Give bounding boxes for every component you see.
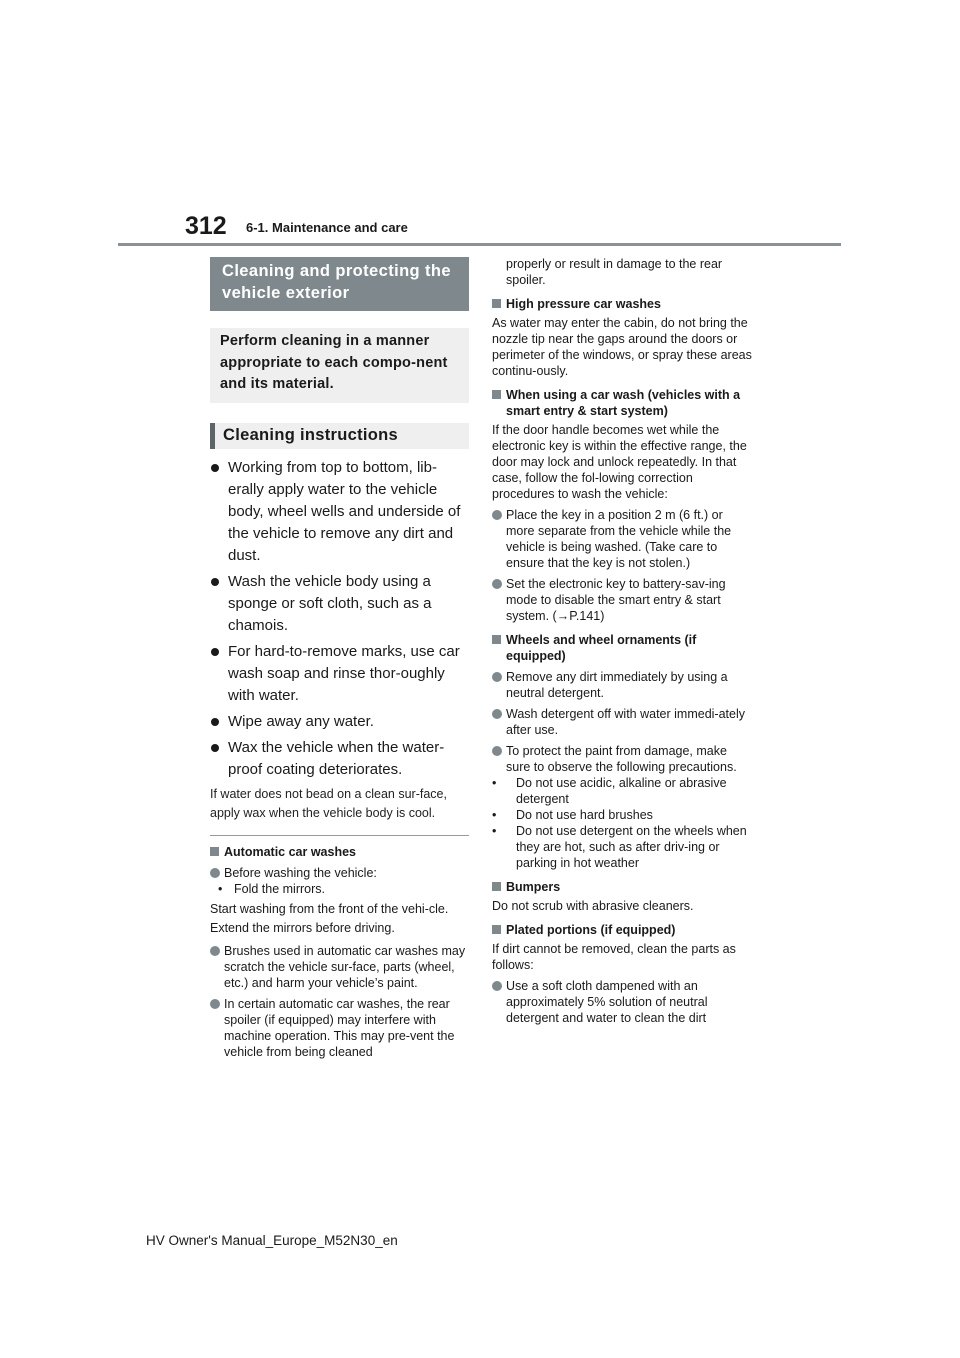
header-rule bbox=[118, 243, 841, 246]
sub-list-item: • Do not use acidic, alkaline or abrasive detergent bbox=[492, 776, 727, 806]
list-item: Use a soft cloth dampened with an approximately 5% solution of neutral detergent and water to clean the dirt bbox=[492, 978, 754, 1026]
plated-para: If dirt cannot be removed, clean the parts as follows: bbox=[492, 942, 736, 972]
square-bullet-icon bbox=[492, 925, 501, 934]
right-column bbox=[492, 256, 754, 1026]
list-item: Wipe away any water. bbox=[210, 711, 469, 733]
square-bullet-icon bbox=[492, 882, 501, 891]
automatic-car-washes-heading: Automatic car washes bbox=[210, 844, 469, 860]
list-item: Working from top to bottom, lib-erally apply water to the vehicle body, wheel wells and underside of the vehicle to remove any dirt and dust. bbox=[210, 457, 469, 567]
bullet-dot-icon bbox=[211, 744, 219, 752]
wheels-heading: Wheels and wheel ornaments (if equipped) bbox=[492, 632, 754, 664]
circle-bullet-icon bbox=[210, 946, 220, 956]
list-item: Wash detergent off with water immedi-ately after use. bbox=[492, 706, 754, 738]
bumpers-heading: Bumpers bbox=[492, 879, 754, 895]
smart-entry-para: If the door handle becomes wet while the electronic key is within the effective range, the door may lock and unlock repeatedly. In that case, follow the fol-lowing correction procedures to wash the vehicle: bbox=[492, 423, 747, 501]
high-pressure-heading: High pressure car washes bbox=[492, 296, 754, 312]
circle-bullet-icon bbox=[210, 999, 220, 1009]
smart-entry-heading: When using a car wash (vehicles with a smart entry & start system) bbox=[492, 387, 754, 419]
bullet-dot-icon bbox=[211, 464, 219, 472]
continued-text: properly or result in damage to the rear spoiler. bbox=[506, 257, 723, 287]
list-item: Before washing the vehicle: bbox=[210, 865, 469, 881]
circle-bullet-icon bbox=[492, 746, 502, 756]
bullet-dot-icon bbox=[211, 648, 219, 656]
intro-box: Perform cleaning in a manner appropriate to each compo-nent and its material. bbox=[210, 328, 469, 403]
bullet-dot-icon bbox=[211, 578, 219, 586]
cleaning-instructions-heading: Cleaning instructions bbox=[210, 423, 469, 449]
list-item: Remove any dirt immediately by using a neutral detergent. bbox=[492, 669, 754, 701]
high-pressure-para: As water may enter the cabin, do not bring the nozzle tip near the gaps around the doors or perimeter of the windows, or spray these areas continu-ously. bbox=[492, 316, 752, 378]
section-title: 6-1. Maintenance and care bbox=[246, 220, 408, 235]
wax-note: If water does not bead on a clean sur-face, apply wax when the vehicle body is cool. bbox=[210, 786, 447, 820]
list-item: Place the key in a position 2 m (6 ft.) or more separate from the vehicle while the vehicle is being washed. (Take care to ensure that the key is not stolen.) bbox=[492, 507, 754, 571]
list-item: Brushes used in automatic car washes may scratch the vehicle sur-face, parts (wheel, etc.) and harm your vehicle’s paint. bbox=[210, 943, 469, 991]
page-number: 312 bbox=[185, 212, 227, 240]
list-item: In certain automatic car washes, the rear spoiler (if equipped) may interfere with machine operation. This may pre-vent the vehicle from being cleaned bbox=[210, 996, 469, 1060]
list-item: Set the electronic key to battery-sav-ing mode to disable the smart entry & start system. (→P.141) bbox=[492, 576, 754, 624]
divider bbox=[210, 835, 469, 836]
list-item: To protect the paint from damage, make sure to observe the following precautions. bbox=[492, 743, 754, 775]
bumpers-para: Do not scrub with abrasive cleaners. bbox=[492, 899, 694, 913]
list-item: For hard-to-remove marks, use car wash soap and rinse thor-oughly with water. bbox=[210, 641, 469, 707]
sub-list-item: • Do not use hard brushes bbox=[492, 808, 653, 822]
square-bullet-icon bbox=[210, 847, 219, 856]
circle-bullet-icon bbox=[492, 510, 502, 520]
square-bullet-icon bbox=[492, 635, 501, 644]
list-item: Wax the vehicle when the water-proof coating deteriorates. bbox=[210, 737, 469, 781]
square-bullet-icon bbox=[492, 299, 501, 308]
left-column bbox=[210, 257, 469, 1060]
circle-bullet-icon bbox=[492, 579, 502, 589]
sub-list-item: • Fold the mirrors. bbox=[218, 881, 325, 896]
main-heading: Cleaning and protecting the vehicle exterior bbox=[210, 257, 469, 311]
plated-portions-heading: Plated portions (if equipped) bbox=[492, 922, 754, 938]
list-item: Wash the vehicle body using a sponge or soft cloth, such as a chamois. bbox=[210, 571, 469, 637]
square-bullet-icon bbox=[492, 390, 501, 399]
instruction-list bbox=[210, 457, 469, 781]
auto-wash-para: Start washing from the front of the vehi-cle. Extend the mirrors before driving. bbox=[210, 901, 449, 935]
circle-bullet-icon bbox=[492, 709, 502, 719]
circle-bullet-icon bbox=[492, 672, 502, 682]
circle-bullet-icon bbox=[210, 868, 220, 878]
circle-bullet-icon bbox=[492, 981, 502, 991]
footer-manual-id: HV Owner's Manual_Europe_M52N30_en bbox=[146, 1233, 398, 1248]
bullet-dot-icon bbox=[211, 718, 219, 726]
sub-list-item: • Do not use detergent on the wheels when they are hot, such as after driv-ing or parking in hot weather bbox=[492, 824, 747, 870]
